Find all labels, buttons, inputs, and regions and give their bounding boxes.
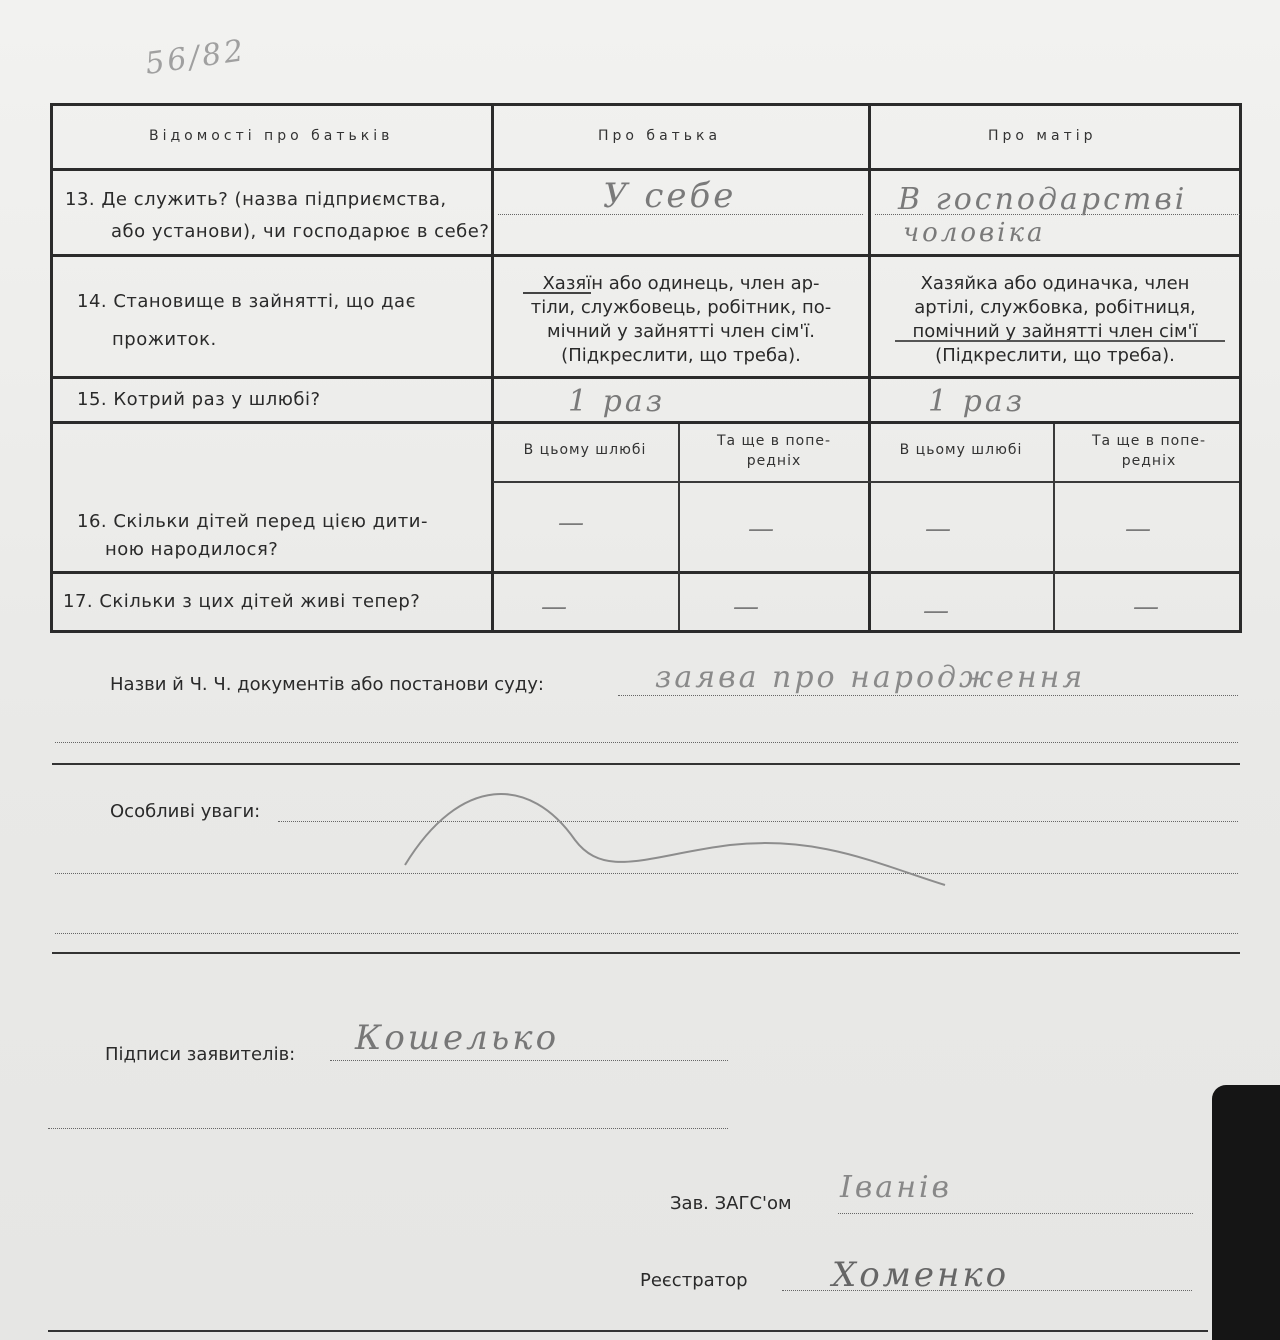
q17-father-this-value: —: [541, 592, 570, 622]
remarks-rule: [52, 952, 1240, 954]
q16-label-line2: ною народилося?: [105, 539, 279, 560]
applicants-line-2: [48, 1128, 728, 1129]
subcol-rule-father: [678, 424, 680, 630]
q16-father-previous-value: —: [748, 514, 777, 544]
q13-label-line1: 13. Де служить? (назва підприємства,: [65, 189, 447, 210]
q16-label-line1: 16. Скільки дітей перед цією дити-: [77, 511, 428, 532]
q14-label-line2: прожиток.: [112, 329, 217, 350]
q14-label-line1: 14. Становище в зайнятті, що дає: [77, 291, 416, 312]
q16-father-previous-header: [681, 431, 867, 471]
documents-label: Назви й Ч. Ч. документів або постанови суду:: [110, 674, 544, 695]
zags-label: Зав. ЗАГС'ом: [670, 1193, 792, 1214]
q14-father-options: [511, 272, 851, 368]
q14-mother-opt-1: Хазяйка або одиначка, член: [920, 273, 1190, 294]
q17-mother-this-value: —: [923, 596, 952, 626]
row-rule-14: [53, 376, 1239, 379]
q13-label-line2: або установи), чи господарює в себе?: [111, 221, 490, 242]
q17-father-previous-value: —: [733, 592, 762, 622]
q17-mother-previous-value: —: [1133, 592, 1162, 622]
remarks-line-3: [55, 933, 1238, 934]
torn-edge: [1212, 1085, 1280, 1340]
applicants-line-1: [330, 1060, 728, 1061]
q14-mother-opt-4: (Підкреслити, що треба).: [935, 345, 1175, 366]
q16-father-this-header: В цьому шлюбі: [523, 442, 647, 458]
col-rule-2: [868, 106, 871, 630]
documents-line-1: [618, 695, 1238, 696]
remarks-label: Особливі уваги:: [110, 801, 261, 822]
q13-father-answer: У себе: [603, 176, 737, 216]
q17-label: 17. Скільки з цих дітей живі тепер?: [63, 591, 421, 612]
q16-mother-prev-line2: редніх: [1121, 453, 1177, 469]
row-rule-13: [53, 254, 1239, 257]
q15-label: 15. Котрий раз у шлюбі?: [77, 389, 321, 410]
q16-mother-previous-header: [1056, 431, 1242, 471]
row-rule-15: [53, 421, 1239, 424]
q14-father-opt-4: (Підкреслити, що треба).: [561, 345, 801, 366]
subcol-rule-mother: [1053, 424, 1055, 630]
remarks-cancel-stroke: [400, 785, 960, 895]
registrar-signature: Хоменко: [832, 1255, 1010, 1295]
q14-father-underline: [523, 292, 591, 294]
parents-info-table: [50, 103, 1242, 633]
zags-line: [838, 1213, 1193, 1214]
q14-label: [77, 286, 487, 356]
documents-line-2: [55, 742, 1238, 743]
q15-father-answer: 1 раз: [568, 384, 666, 419]
q16-mother-this-value: —: [925, 514, 954, 544]
q13-label: [65, 184, 495, 248]
q13-mother-answer-2: чоловіка: [903, 218, 1046, 248]
q16-mother-prev-line1: Та ще в попе-: [1091, 433, 1207, 449]
q16-father-this-value: —: [558, 508, 587, 538]
bottom-rule: [48, 1330, 1208, 1332]
q14-mother-underline: [895, 340, 1225, 342]
applicants-label: Підписи заявителів:: [105, 1044, 296, 1065]
q14-father-opt-2: тіли, службовець, робітник, по-: [530, 297, 832, 318]
header-mother: Про матір: [988, 128, 1097, 144]
q14-mother-opt-3: помічний у зайнятті член сім'ї: [912, 321, 1198, 342]
q16-father-prev-line2: редніх: [746, 453, 802, 469]
q16-mother-this-header: В цьому шлюбі: [899, 442, 1023, 458]
q14-mother-options: [885, 272, 1225, 368]
q16-label: [77, 506, 489, 566]
q16-father-prev-line1: Та ще в попе-: [716, 433, 832, 449]
header-info: Відомості про батьків: [149, 128, 394, 144]
documents-value: заява про народження: [655, 660, 1086, 695]
header-rule: [53, 168, 1239, 171]
corner-note: 56/82: [143, 33, 249, 82]
applicants-signature: Кошелько: [355, 1018, 560, 1058]
q15-mother-answer: 1 раз: [928, 384, 1026, 419]
q16-mother-previous-value: —: [1125, 514, 1154, 544]
documents-rule: [52, 763, 1240, 765]
q14-father-opt-1: Хазяїн або одинець, член ар-: [542, 273, 820, 294]
q14-father-opt-3: мічний у зайнятті член сім'ї.: [547, 321, 815, 342]
cancel-stroke-path: [405, 794, 945, 885]
registrar-label: Реєстратор: [640, 1270, 748, 1291]
header-father: Про батька: [598, 128, 722, 144]
row-rule-16: [53, 571, 1239, 574]
zags-signature: Іванів: [840, 1170, 953, 1205]
q14-mother-opt-2: артілі, службовка, робітниця,: [914, 297, 1196, 318]
subheader-rule: [493, 481, 1239, 483]
q13-mother-answer-1: В господарстві: [898, 182, 1188, 217]
